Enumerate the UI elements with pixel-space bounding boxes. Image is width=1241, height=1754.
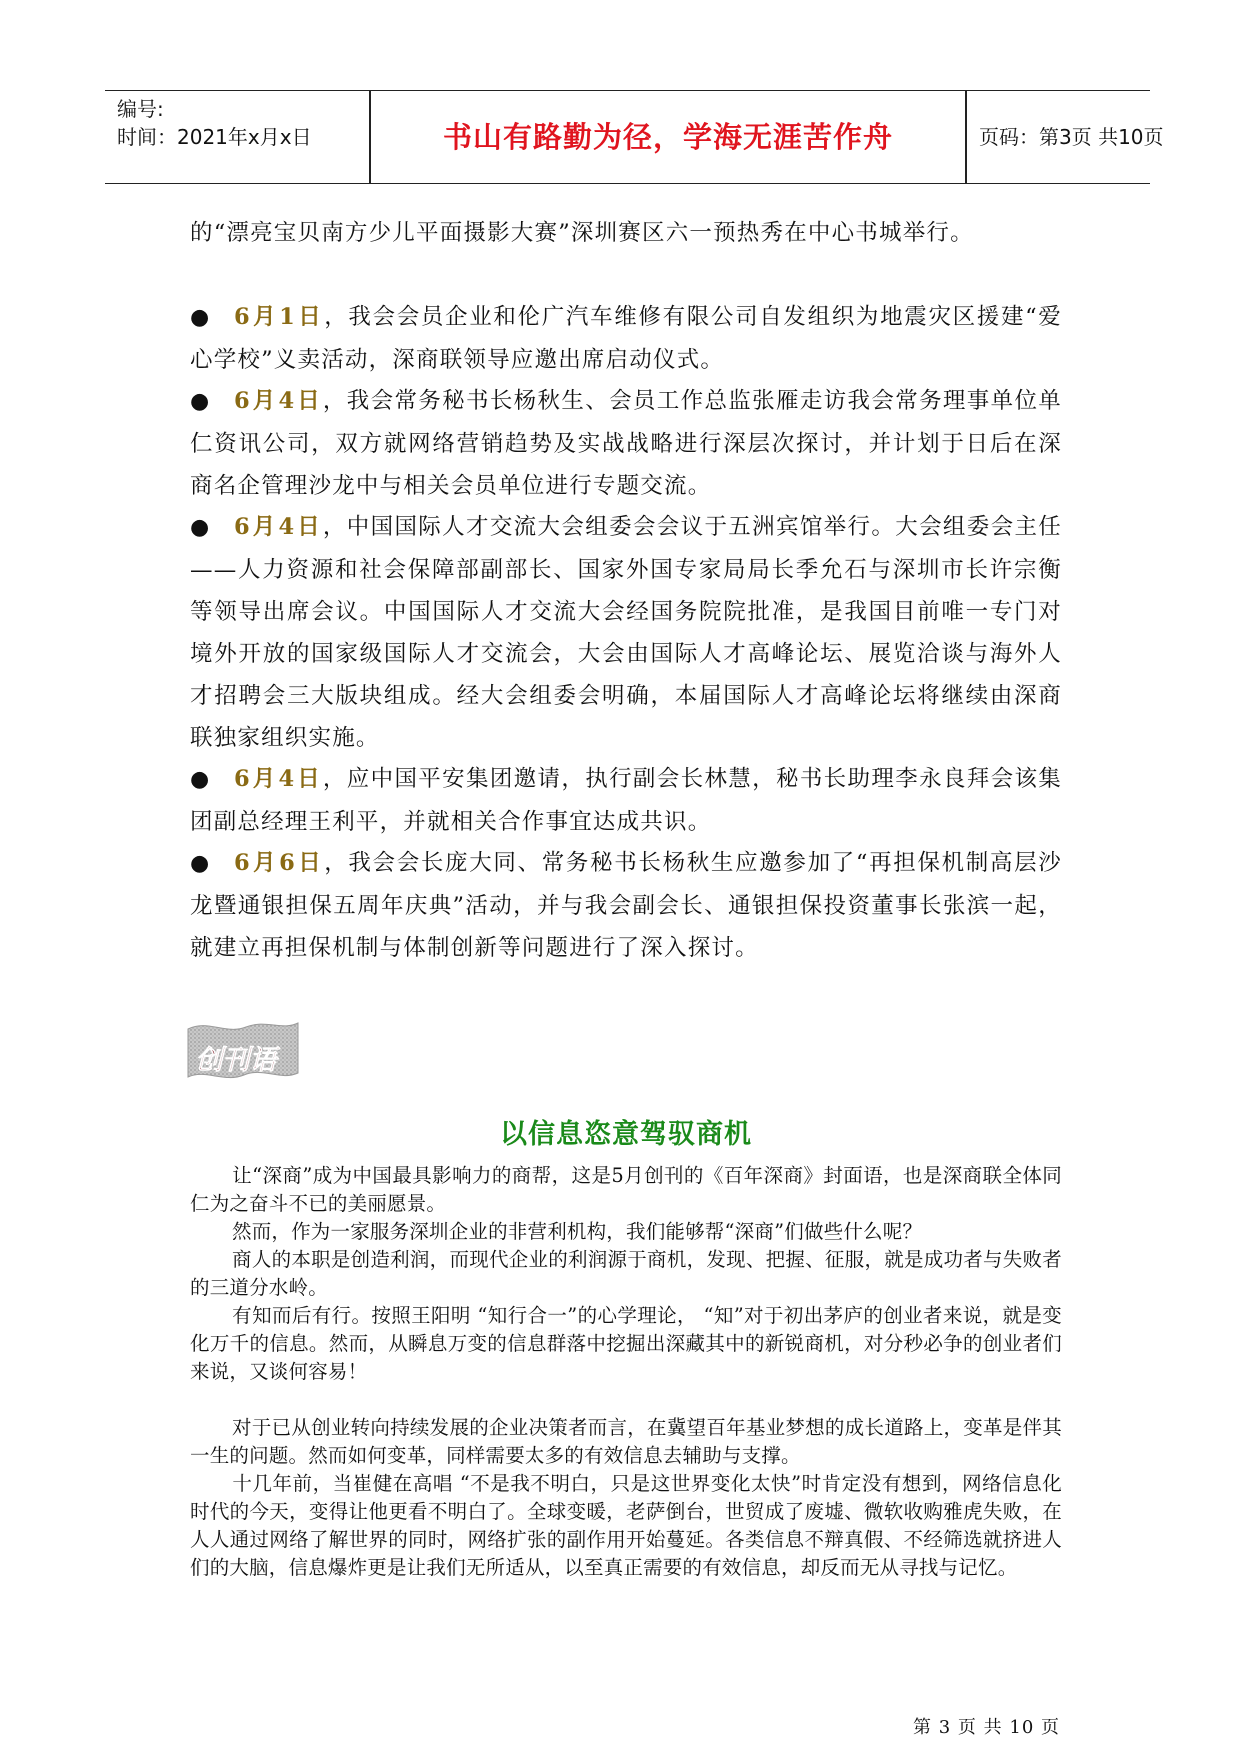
number-label: 编号: <box>117 97 164 121</box>
event-item <box>190 506 1062 759</box>
article-title: 以信息恣意驾驭商机 <box>500 1119 752 1150</box>
event-item <box>190 296 1062 381</box>
event-date: 6月6日 <box>234 850 325 876</box>
article-paragraph: 对于已从创业转向持续发展的企业决策者而言，在冀望百年基业梦想的成长道路上，变革是伴其一生的问题。然而如何变革，同样需要太多的有效信息去辅助与支撑。 <box>190 1416 1062 1467</box>
document-header <box>105 90 1164 184</box>
time-label: 时间：2021年x月x日 <box>117 125 312 149</box>
article-paragraph: 商人的本职是创造利润，而现代企业的利润源于商机，发现、把握、征服，就是成功者与失败者的三道分水岭。 <box>190 1248 1062 1299</box>
event-date: 6月4日 <box>234 514 323 540</box>
header-motto: 书山有路勤为径，学海无涯苦作舟 <box>442 120 893 154</box>
event-item <box>190 380 1062 507</box>
header-divider <box>965 91 967 183</box>
bullet-icon: ● <box>190 767 211 792</box>
event-item <box>190 842 1062 969</box>
continuation-text: 的“漂亮宝贝南方少儿平面摄影大赛”深圳赛区六一预热秀在中心书城举行。 <box>190 220 974 246</box>
bullet-icon: ● <box>190 389 211 414</box>
event-item <box>190 758 1062 843</box>
section-badge <box>186 1017 300 1083</box>
event-text: ，我会常务秘书长杨秋生、会员工作总监张雁走访我会常务理事单位单仁资讯公司，双方就网络营销趋势及实战战略进行深层次探讨，并计划于日后在深商名企管理沙龙中与相关会员单位进行专题交流。 <box>190 388 1063 499</box>
header-meta <box>117 95 363 179</box>
page-footer: 第 3 页 共 10 页 <box>913 1717 1060 1738</box>
badge-text: 创刊语 <box>195 1045 277 1076</box>
header-page-code: 页码：第3页 共10页 <box>979 125 1164 149</box>
article-paragraph: 有知而后有行。按照王阳明 “知行合一”的心学理论， “知”对于初出茅庐的创业者来说，就是变化万千的信息。然而，从瞬息万变的信息群落中挖掘出深藏其中的新锐商机，对分秒必争的创业者们来说，又谈何容易！ <box>190 1304 1062 1383</box>
bullet-icon: ● <box>190 515 211 540</box>
event-date: 6月4日 <box>234 388 323 414</box>
bullet-icon: ● <box>190 305 211 330</box>
article-paragraph: 十几年前，当崔健在高唱 “不是我不明白，只是这世界变化太快”时肯定没有想到，网络信息化时代的今天，变得让他更看不明白了。全球变暖，老萨倒台，世贸成了废墟、微软收购雅虎失败，在人人通过网络了解世界的同时，网络扩张的副作用开始蔓延。各类信息不辩真假、不经筛选就挤进人们的大脑，信息爆炸更是让我们无所适从，以至真正需要的有效信息，却反而无从寻找与记忆。 <box>190 1472 1062 1579</box>
article-paragraph: 然而，作为一家服务深圳企业的非营利机构，我们能够帮“深商”们做些什么呢？ <box>232 1220 923 1243</box>
article-paragraph: 让“深商”成为中国最具影响力的商帮，这是5月创刊的《百年深商》封面语，也是深商联全体同仁为之奋斗不已的美丽愿景。 <box>190 1164 1062 1215</box>
bullet-icon: ● <box>190 851 211 876</box>
event-text: ，我会会员企业和伦广汽车维修有限公司自发组织为地震灾区援建“爱心学校”义卖活动，深商联领导应邀出席启动仪式。 <box>190 304 1062 373</box>
event-text: ，中国国际人才交流大会组委会会议于五洲宾馆举行。大会组委会主任——人力资源和社会保障部副部长、国家外国专家局局长季允石与深圳市长许宗衡等领导出席会议。中国国际人才交流大会经国务院院批准，是我国目前唯一专门对境外开放的国家级国际人才交流会，大会由国际人才高峰论坛、展览洽谈与海外人才招聘会三大版块组成。经大会组委会明确，本届国际人才高峰论坛将继续由深商联独家组织实施。 <box>190 514 1063 751</box>
header-divider <box>369 91 371 183</box>
event-text: ，我会会长庞大同、常务秘书长杨秋生应邀参加了“再担保机制高层沙龙暨通银担保五周年庆典”活动，并与我会副会长、通银担保投资董事长张滨一起，就建立再担保机制与体制创新等问题进行了深入探讨。 <box>190 850 1062 961</box>
event-date: 6月1日 <box>234 304 325 330</box>
event-text: ，应中国平安集团邀请，执行副会长林慧，秘书长助理李永良拜会该集团副总经理王利平，并就相关合作事宜达成共识。 <box>190 766 1063 835</box>
event-date: 6月4日 <box>234 766 323 792</box>
